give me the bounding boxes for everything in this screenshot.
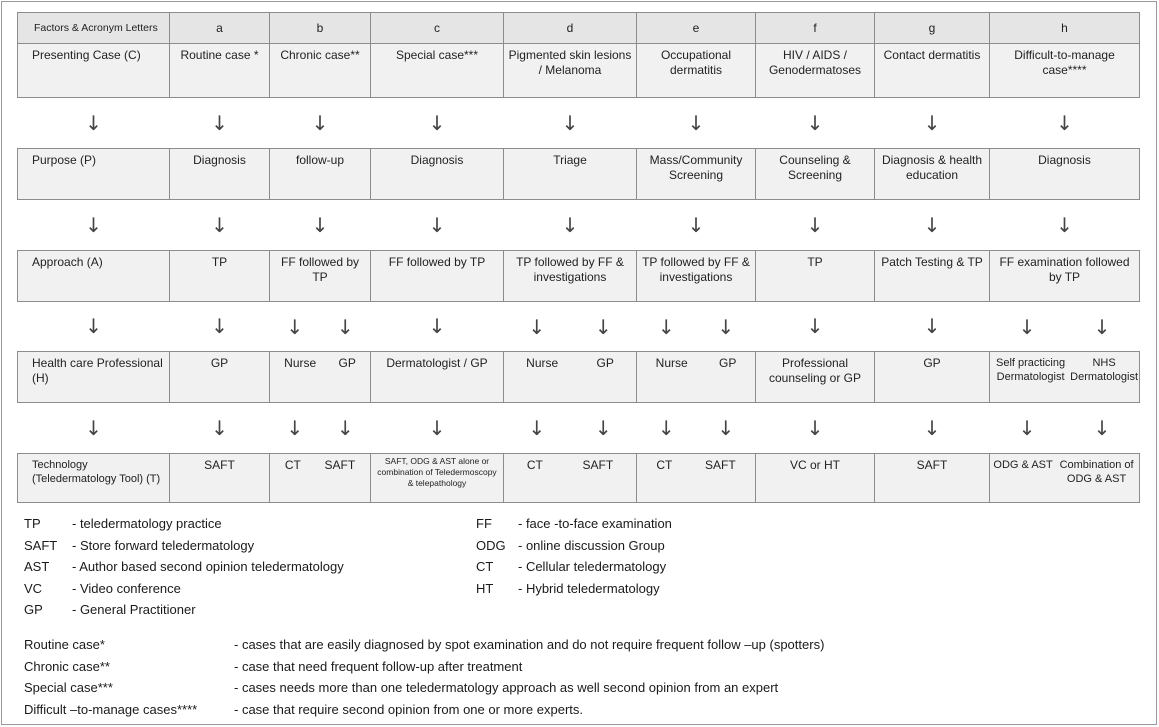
- legend-desc: - Video conference: [72, 580, 181, 596]
- professional-e-2: GP: [718, 356, 737, 370]
- down-arrow-icon: ↓: [657, 314, 675, 339]
- down-arrow-icon: ↓: [806, 415, 824, 440]
- purpose-row: [18, 149, 1140, 200]
- down-arrow-icon: ↓: [336, 416, 354, 440]
- legend-desc: - online discussion Group: [518, 537, 665, 553]
- approach-d: TP followed by FF & investigations: [504, 251, 637, 302]
- legend-item: [476, 513, 672, 535]
- note-item: [24, 699, 824, 721]
- presenting-case-h: Difficult-to-manage case****: [990, 44, 1140, 98]
- header-col-e: e: [637, 13, 756, 44]
- legend-item: [24, 578, 344, 600]
- professional-g: GP: [875, 352, 990, 403]
- presenting-case-a: Routine case *: [170, 44, 270, 98]
- professional-c: Dermatologist / GP: [371, 352, 504, 403]
- legend-desc: - face -to-face examination: [518, 516, 672, 531]
- approach-label: Approach (A): [18, 251, 170, 302]
- down-arrow-icon: ↓: [286, 416, 304, 440]
- legend-abbr: SAFT: [24, 537, 58, 553]
- purpose-b: follow-up: [270, 149, 371, 200]
- technology-a: SAFT: [170, 454, 270, 503]
- note-item: [24, 656, 824, 678]
- approach-a: TP: [170, 251, 270, 302]
- legend-item: [476, 535, 672, 557]
- legend-abbr: ODG: [476, 537, 506, 553]
- professional-a: GP: [170, 352, 270, 403]
- professional-b-1: Nurse: [284, 356, 317, 370]
- purpose-a: Diagnosis: [170, 149, 270, 200]
- legend-abbr: GP: [24, 602, 43, 617]
- legend-desc: - Author based second opinion teledermatology: [72, 559, 344, 574]
- presenting-case-d: Pigmented skin lesions / Melanoma: [504, 44, 637, 98]
- header-col-f: f: [756, 13, 875, 44]
- legend-desc: - Cellular teledermatology: [518, 559, 667, 574]
- legend-item: [476, 578, 672, 600]
- approach-c: FF followed by TP: [371, 251, 504, 302]
- purpose-g: Diagnosis & health education: [875, 149, 990, 200]
- down-arrow-icon: ↓: [211, 314, 228, 338]
- approach-row: [18, 251, 1140, 302]
- legend-abbr: AST: [24, 559, 50, 574]
- header-col-b: b: [270, 13, 371, 44]
- down-arrow-icon: ↓: [687, 110, 705, 135]
- legend-abbr: VC: [24, 580, 43, 596]
- down-arrow-icon: ↓: [311, 212, 329, 237]
- down-arrow-icon: ↓: [336, 314, 354, 339]
- header-row: [18, 13, 1140, 44]
- technology-e-1: CT: [656, 458, 673, 472]
- professional-f: Professional counseling or GP: [756, 352, 875, 403]
- down-arrow-icon: ↓: [806, 314, 824, 338]
- down-arrow-icon: ↓: [428, 110, 446, 135]
- presenting-case-label: Presenting Case (C): [18, 44, 170, 98]
- header-col-a: a: [170, 13, 270, 44]
- professional-b-2: GP: [338, 356, 356, 370]
- down-arrow-icon: ↓: [923, 314, 941, 338]
- header-col-d: d: [504, 13, 637, 44]
- header-col-c: c: [371, 13, 504, 44]
- header-col-g: g: [875, 13, 990, 44]
- legend-item: [24, 513, 344, 535]
- legend-item: [24, 556, 344, 578]
- legend-desc: - Hybrid teledermatology: [518, 580, 660, 596]
- down-arrow-icon: ↓: [528, 314, 546, 339]
- note-desc: - cases needs more than one teledermatology approach as well second opinion from an expert: [234, 680, 779, 695]
- down-arrow-icon: ↓: [1018, 314, 1036, 339]
- presenting-case-f: HIV / AIDS / Genodermatoses: [756, 44, 875, 98]
- down-arrow-icon: ↓: [594, 314, 612, 339]
- presenting-case-row: [18, 44, 1140, 98]
- note-item: [24, 634, 824, 656]
- legend-abbr: HT: [476, 580, 494, 596]
- approach-h: FF examination followed by TP: [990, 251, 1140, 302]
- down-arrow-icon: ↓: [717, 416, 735, 440]
- professional-e-1: Nurse: [655, 356, 688, 370]
- down-arrow-icon: ↓: [85, 314, 102, 338]
- legend-abbr: CT: [476, 559, 494, 574]
- note-desc: - case that need frequent follow-up after treatment: [234, 658, 523, 674]
- down-arrow-icon: ↓: [428, 415, 446, 440]
- purpose-f: Counseling & Screening: [756, 149, 875, 200]
- arrow-row: [18, 302, 1140, 352]
- technology-h-2: Combination of ODG & AST: [1059, 459, 1134, 485]
- professional-h-2: NHS Dermatologist: [1070, 357, 1138, 383]
- note-term: Routine case*: [24, 637, 105, 652]
- technology-g: SAFT: [875, 454, 990, 503]
- arrow-row: [18, 98, 1140, 149]
- note-desc: - cases that are easily diagnosed by spot examination and do not require frequent follow –up (spotters): [234, 637, 825, 652]
- down-arrow-icon: ↓: [528, 416, 546, 440]
- down-arrow-icon: ↓: [923, 212, 941, 237]
- header-col-h: h: [990, 13, 1140, 44]
- legend-item: [476, 556, 672, 578]
- technology-b-1: CT: [284, 458, 301, 472]
- factors-table: [17, 12, 1140, 503]
- down-arrow-icon: ↓: [311, 110, 329, 135]
- professional-d-1: Nurse: [526, 356, 559, 370]
- down-arrow-icon: ↓: [806, 212, 824, 237]
- legend-item: [24, 599, 344, 621]
- professional-label: Health care Professional (H): [18, 352, 170, 403]
- technology-label: Technology (Teledermatology Tool) (T): [18, 454, 170, 503]
- technology-c: SAFT, ODG & AST alone or combination of Teledermoscopy & telepathology: [371, 454, 504, 503]
- professional-h-1: Self practicing Dermatologist: [996, 357, 1066, 383]
- down-arrow-icon: ↓: [428, 314, 446, 338]
- legend-item: [24, 535, 344, 557]
- down-arrow-icon: ↓: [1093, 314, 1111, 339]
- legend-abbr: FF: [476, 516, 492, 531]
- presenting-case-c: Special case***: [371, 44, 504, 98]
- approach-g: Patch Testing & TP: [875, 251, 990, 302]
- professional-d-2: GP: [596, 356, 614, 370]
- header-factors: Factors & Acronym Letters: [18, 13, 170, 44]
- purpose-label: Purpose (P): [18, 149, 170, 200]
- purpose-e: Mass/Community Screening: [637, 149, 756, 200]
- technology-b-2: SAFT: [324, 458, 356, 472]
- down-arrow-icon: ↓: [286, 314, 304, 339]
- purpose-h: Diagnosis: [990, 149, 1140, 200]
- down-arrow-icon: ↓: [1056, 110, 1073, 135]
- down-arrow-icon: ↓: [1093, 416, 1111, 440]
- approach-b: FF followed by TP: [270, 251, 371, 302]
- down-arrow-icon: ↓: [85, 415, 102, 440]
- case-definitions: [24, 634, 824, 720]
- down-arrow-icon: ↓: [923, 415, 941, 440]
- technology-f: VC or HT: [756, 454, 875, 503]
- purpose-d: Triage: [504, 149, 637, 200]
- technology-row: [18, 454, 1140, 503]
- down-arrow-icon: ↓: [211, 415, 228, 440]
- down-arrow-icon: ↓: [85, 212, 102, 237]
- down-arrow-icon: ↓: [717, 314, 735, 339]
- approach-e: TP followed by FF & investigations: [637, 251, 756, 302]
- down-arrow-icon: ↓: [687, 212, 705, 237]
- presenting-case-e: Occupational dermatitis: [637, 44, 756, 98]
- purpose-c: Diagnosis: [371, 149, 504, 200]
- down-arrow-icon: ↓: [594, 416, 612, 440]
- note-term: Special case***: [24, 680, 113, 695]
- down-arrow-icon: ↓: [211, 212, 228, 237]
- down-arrow-icon: ↓: [657, 416, 675, 440]
- professional-row: [18, 352, 1140, 403]
- presenting-case-b: Chronic case**: [270, 44, 371, 98]
- approach-f: TP: [756, 251, 875, 302]
- note-term: Difficult –to-manage cases****: [24, 701, 198, 717]
- down-arrow-icon: ↓: [428, 212, 446, 237]
- technology-h-1: ODG & AST: [993, 459, 1053, 471]
- technology-d-1: CT: [526, 458, 543, 472]
- note-desc: - case that require second opinion from one or more experts.: [234, 701, 584, 717]
- legend-desc: - General Practitioner: [72, 602, 196, 617]
- down-arrow-icon: ↓: [923, 110, 941, 135]
- legend-abbr: TP: [24, 516, 41, 531]
- down-arrow-icon: ↓: [1056, 212, 1073, 237]
- down-arrow-icon: ↓: [561, 212, 579, 237]
- technology-d-2: SAFT: [582, 458, 614, 472]
- abbreviation-legend-right: [476, 513, 672, 599]
- legend-desc: - teledermatology practice: [72, 516, 222, 531]
- arrow-row: [18, 403, 1140, 454]
- down-arrow-icon: ↓: [806, 110, 824, 135]
- note-item: [24, 677, 824, 699]
- presenting-case-g: Contact dermatitis: [875, 44, 990, 98]
- down-arrow-icon: ↓: [85, 110, 102, 135]
- down-arrow-icon: ↓: [1018, 416, 1036, 440]
- note-term: Chronic case**: [24, 658, 110, 674]
- arrow-row: [18, 200, 1140, 251]
- legend-desc: - Store forward teledermatology: [72, 537, 255, 553]
- down-arrow-icon: ↓: [211, 110, 228, 135]
- technology-e-2: SAFT: [704, 458, 736, 472]
- down-arrow-icon: ↓: [561, 110, 579, 135]
- abbreviation-legend-left: [24, 513, 344, 621]
